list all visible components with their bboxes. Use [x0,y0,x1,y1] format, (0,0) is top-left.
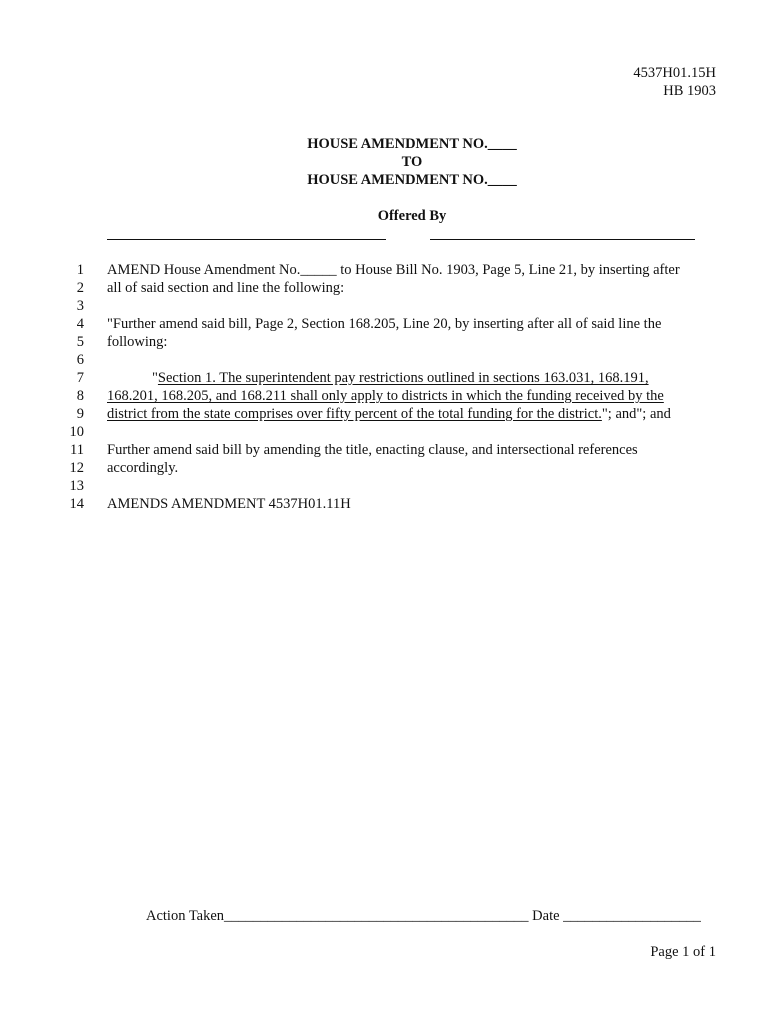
action-taken-blank: __________________________________________ [224,908,529,924]
line-number: 7 [76,370,84,386]
line-number: 12 [69,460,84,476]
body-line-5: following: [107,334,168,350]
body-line-8 [107,387,664,405]
action-taken-row [146,907,701,925]
underlined-insert-text: 168.201, 168.205, and 168.211 shall only apply to districts in which the funding received by the [107,388,664,404]
title-line-2: TO [401,154,423,170]
line-number: 6 [76,352,84,368]
body-line-1: AMEND House Amendment No._____ to House Bill No. 1903, Page 5, Line 21, by inserting after [107,262,680,278]
underlined-insert-text: Section 1. The superintendent pay restrictions outlined in sections 163.031, 168.191, [157,370,649,386]
body-line-9 [107,405,671,423]
open-quote: " [152,370,158,386]
line-number: 14 [69,496,84,512]
offered-by-signature-line-right [430,239,695,240]
bill-number: HB 1903 [663,83,716,99]
offered-by-label: Offered By [377,208,447,224]
body-line-12: accordingly. [107,460,179,476]
body-line-2: all of said section and line the following: [107,280,345,296]
line-number: 11 [70,442,84,458]
line-number: 13 [69,478,84,494]
page-number: Page 1 of 1 [650,944,716,960]
line-number: 9 [76,406,84,422]
body-line-4: "Further amend said bill, Page 2, Section 168.205, Line 20, by inserting after all of said line the [107,316,662,332]
title-line-1: HOUSE AMENDMENT NO.____ [307,136,517,152]
action-taken-label: Action Taken [146,908,225,924]
underlined-insert-text: district from the state comprises over fifty percent of the total funding for the district. [107,406,602,422]
line-number: 10 [69,424,84,440]
body-line-11: Further amend said bill by amending the title, enacting clause, and intersectional references [107,442,638,458]
line-number: 3 [76,298,84,314]
closing-text: "; and"; and [601,406,671,422]
date-blank: ___________________ [563,908,701,924]
offered-by-signature-line-left [107,239,386,240]
document-code: 4537H01.15H [633,65,716,81]
date-label: Date [532,908,560,924]
line-number: 8 [76,388,84,404]
body-line-7 [152,369,649,387]
line-number: 2 [76,280,84,296]
title-line-3: HOUSE AMENDMENT NO.____ [307,172,517,188]
line-number: 4 [76,316,84,332]
body-line-14: AMENDS AMENDMENT 4537H01.11H [107,496,351,512]
line-number: 5 [76,334,84,350]
line-number: 1 [76,262,84,278]
